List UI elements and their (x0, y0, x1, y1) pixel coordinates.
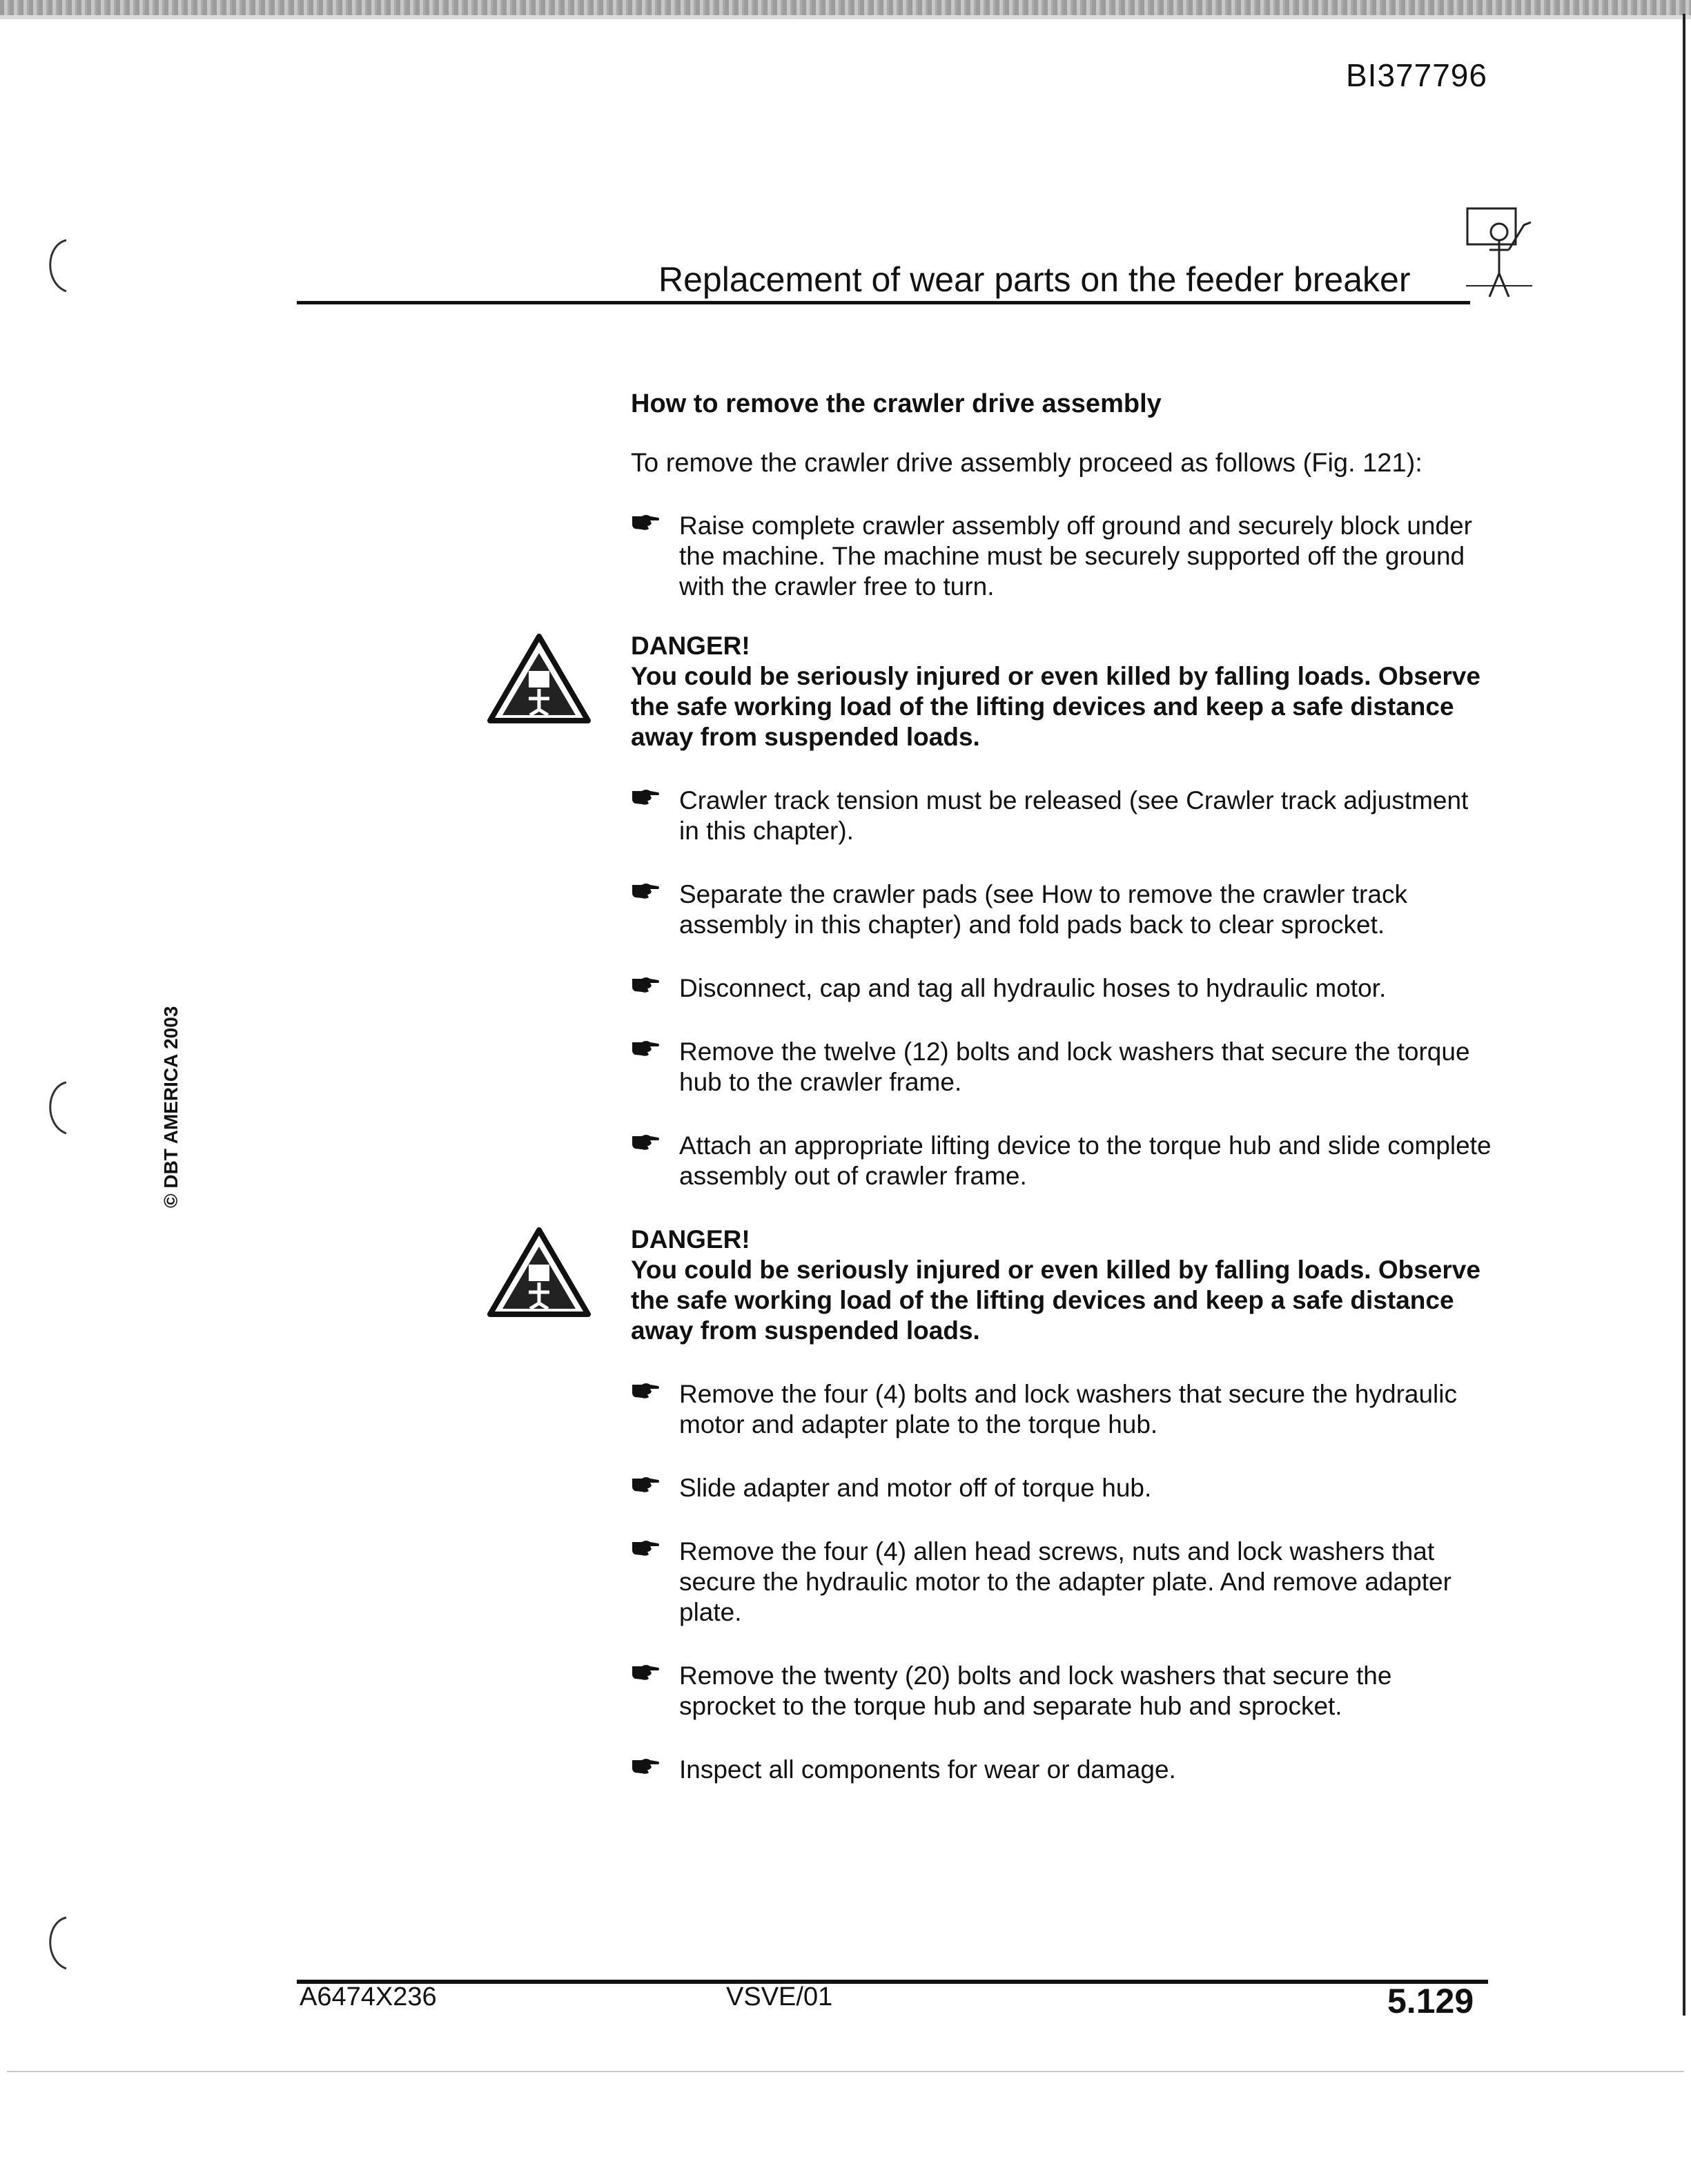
copyright-notice: © DBT AMERICA 2003 (160, 1006, 182, 1208)
page-header-title: Replacement of wear parts on the feeder breaker (658, 260, 1411, 299)
step-text: Raise complete crawler assembly off ground and securely block under the machine. The machine must be securely supported off the ground with the crawler free to turn. (679, 511, 1472, 601)
punch-hole-mark-middle (39, 1077, 80, 1139)
danger-notice (631, 631, 1494, 752)
pointing-hand-icon (631, 512, 660, 532)
pointing-hand-icon (631, 1132, 660, 1151)
pointing-hand-icon (631, 881, 660, 900)
page-edge-bottom (7, 2071, 1684, 2072)
pointing-hand-icon (631, 787, 660, 806)
danger-title: DANGER! (631, 1225, 750, 1254)
step-text: Crawler track tension must be released (see Crawler track adjustment in this chapter). (679, 786, 1469, 845)
scan-edge-shadow (0, 15, 1691, 19)
falling-load-warning-icon (487, 632, 591, 725)
step-text: Disconnect, cap and tag all hydraulic hoses to hydraulic motor. (679, 974, 1387, 1002)
footer-part-number: A6474X236 (300, 1982, 437, 2011)
pointing-hand-icon (631, 975, 660, 994)
pointing-hand-icon (631, 1038, 660, 1057)
footer-rule (297, 1980, 1488, 1984)
step-text: Remove the four (4) bolts and lock washers that secure the hydraulic motor and adapter plate to the torque hub. (679, 1380, 1458, 1439)
punch-hole-mark-top (39, 235, 80, 297)
page-edge-right (1683, 14, 1685, 2016)
step-text: Remove the twelve (12) bolts and lock washers that secure the torque hub to the crawler frame. (679, 1037, 1470, 1096)
pointing-hand-icon (631, 1538, 660, 1557)
step-text: Separate the crawler pads (see How to remove the crawler track assembly in this chapter) and fold pads back to clear sprocket. (679, 880, 1407, 939)
step-text: Remove the twenty (20) bolts and lock washers that secure the sprocket to the torque hub and separate hub and sprocket. (679, 1661, 1392, 1720)
header-rule (297, 301, 1470, 304)
step-text: Slide adapter and motor off of torque hub. (679, 1474, 1152, 1502)
pointing-hand-icon (631, 1662, 660, 1681)
scan-edge-top (0, 0, 1691, 15)
section-heading: How to remove the crawler drive assembly (631, 389, 1162, 418)
page-number: 5.129 (1387, 1982, 1474, 2020)
step-text: Inspect all components for wear or damage. (679, 1755, 1176, 1784)
pointing-hand-icon (631, 1474, 660, 1494)
step-text: Attach an appropriate lifting device to the torque hub and slide complete assembly out of crawler frame. (679, 1131, 1492, 1190)
step-text: Remove the four (4) allen head screws, nuts and lock washers that secure the hydraulic motor to the adapter plate. And remove adapter plate. (679, 1537, 1451, 1626)
pointing-hand-icon (631, 1381, 660, 1400)
danger-title: DANGER! (631, 632, 750, 660)
section-intro: To remove the crawler drive assembly proceed as follows (Fig. 121): (631, 449, 1423, 478)
worker-wrench-icon (1465, 204, 1534, 301)
danger-text: You could be seriously injured or even killed by falling loads. Observe the safe working load of the lifting devices and keep a safe distance away from suspended loads. (631, 1256, 1480, 1345)
falling-load-warning-icon (487, 1226, 591, 1319)
footer-version: VSVE/01 (726, 1982, 833, 2011)
danger-text: You could be seriously injured or even killed by falling loads. Observe the safe working load of the lifting devices and keep a safe distance away from suspended loads. (631, 662, 1480, 751)
danger-notice (631, 1225, 1494, 1346)
pointing-hand-icon (631, 1756, 660, 1775)
punch-hole-mark-bottom (39, 1912, 80, 1974)
document-code: BI377796 (1346, 57, 1487, 93)
